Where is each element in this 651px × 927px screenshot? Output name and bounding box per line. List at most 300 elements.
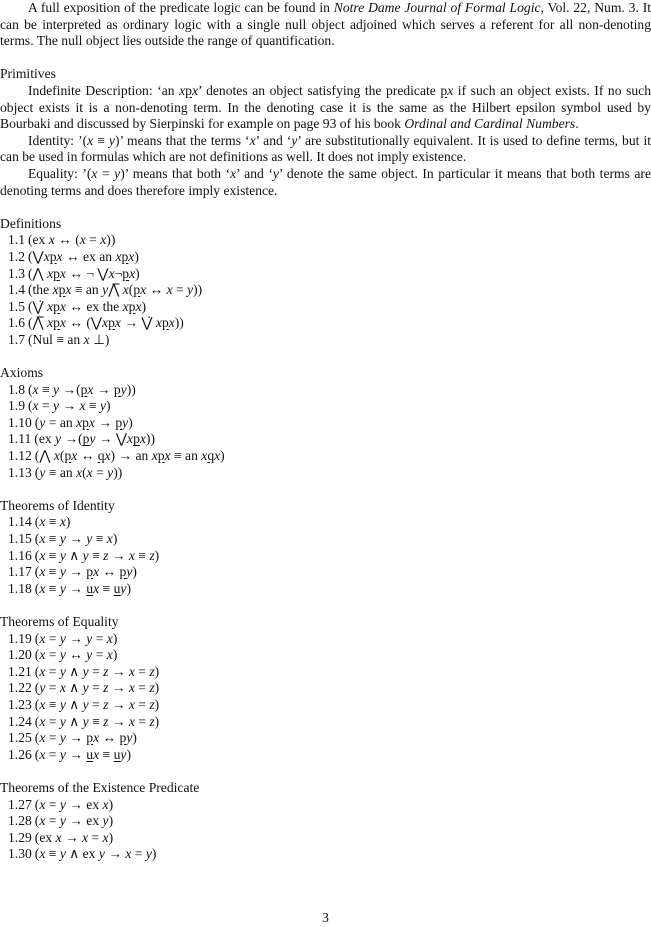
formula-text: (⋁ [28, 248, 44, 264]
variable: y [59, 796, 66, 812]
variable: y [100, 398, 107, 414]
variable: x [125, 846, 132, 862]
formula-text: ∧ [65, 680, 83, 696]
variable: x [151, 448, 158, 464]
variable: y [107, 464, 114, 480]
variable: y [98, 846, 105, 862]
text-segment: ’ and ‘ [255, 132, 292, 148]
variable: y [59, 713, 66, 729]
formula-line [0, 232, 651, 249]
formula-line [0, 514, 651, 531]
formula-text: ( [34, 414, 40, 430]
formula-text: ∧ [65, 696, 83, 712]
variable: y [55, 431, 62, 447]
formula-text: ( [34, 730, 40, 746]
variable: x [100, 232, 107, 248]
variable: x [79, 232, 86, 248]
variable: z [103, 547, 109, 563]
variable: x [59, 315, 66, 331]
formula-text: ) [126, 746, 131, 762]
formula-number: 1.25 [8, 730, 32, 746]
variable: y [120, 746, 127, 762]
formula-line [0, 448, 651, 465]
text-segment: ’ denotes an object satisfying the predicate [198, 82, 441, 98]
variable: y [59, 746, 66, 762]
predicate-symbol: p [115, 414, 123, 430]
variable: x [128, 696, 135, 712]
variable: x [52, 282, 59, 298]
formula-text: ) [108, 796, 114, 812]
formula-text: = [92, 630, 107, 646]
variable: x [59, 514, 66, 530]
text-segment: = [97, 165, 115, 181]
variable: x [106, 630, 113, 646]
formula-text: (Nul ≡ an [28, 331, 84, 347]
formula-line [0, 398, 651, 415]
variable: x [79, 398, 86, 414]
predicate-symbol: p [80, 381, 88, 397]
formula-text: ( [34, 531, 40, 546]
predicate-symbol: p [119, 564, 127, 580]
formula-text: → ex [65, 796, 103, 812]
formula-text: ( [34, 564, 40, 580]
text-segment: )’ means that the terms ‘ [114, 132, 250, 148]
variable: z [103, 680, 109, 696]
formula-text: ¬ [114, 265, 123, 281]
formula-text: ) [154, 680, 160, 696]
formula-text: ≡ [88, 547, 104, 563]
formula-line [0, 664, 651, 681]
formula-text: = [45, 647, 60, 663]
formula-text: = [88, 696, 104, 712]
formula-text: = [134, 663, 150, 679]
variable: x [88, 414, 95, 430]
variable: x [76, 464, 83, 480]
text-segment: Equality: ’( [28, 165, 92, 181]
text-segment: Identity: ’( [28, 132, 88, 148]
formula-text: (ex [34, 829, 56, 845]
variable: x [128, 680, 135, 696]
spacer [0, 199, 651, 216]
formula-text: ) [65, 514, 71, 530]
formula-text: = [38, 398, 54, 414]
variable: x [122, 298, 129, 314]
formula-text: ( [82, 464, 87, 480]
formula-text: ∧ ex [65, 846, 99, 862]
formula-text: ( [34, 746, 40, 762]
variable: z [103, 663, 109, 679]
variable: y [53, 398, 60, 414]
variable: y [39, 414, 46, 430]
predicate-symbol: p [157, 448, 165, 464]
variable: x [39, 746, 46, 762]
formula-text: = [134, 713, 150, 729]
formula-text: → [94, 414, 116, 430]
text-segment: ’ and ‘ [236, 165, 273, 181]
text-segment: ≡ [93, 132, 109, 148]
formula-text: = [172, 282, 188, 298]
variable: x [39, 813, 46, 829]
formula-text: ) [154, 547, 160, 563]
primitive-paragraph [0, 83, 651, 133]
formula-text: ≡ [99, 746, 114, 762]
formula-text: ≡ [134, 547, 150, 563]
formula-number: 1.23 [8, 696, 32, 712]
formula-text: ≡ [92, 531, 107, 546]
variable: x [32, 398, 39, 414]
formula-text: ) [220, 448, 225, 464]
formula-text: ≡ [45, 547, 60, 563]
formula-text: ≡ [85, 398, 100, 414]
variable: y [82, 696, 89, 712]
predicate-symbol: p [108, 315, 115, 331]
predicate-symbol: q [97, 448, 105, 464]
formula-text: ( [34, 696, 40, 712]
variable: x [93, 746, 100, 762]
variable: y [59, 547, 66, 563]
variable: x [59, 680, 66, 696]
text-segment: x [179, 82, 186, 98]
formula-text: = [88, 829, 103, 845]
formula-text: ∧ [65, 547, 83, 563]
predicate-symbol: p [53, 265, 60, 281]
variable: y [53, 381, 60, 397]
predicate-symbol: p [58, 282, 66, 298]
formula-number: 1.3 [8, 265, 25, 281]
formula-line [0, 531, 651, 548]
formula-number: 1.30 [8, 846, 32, 862]
formula-text: ( [128, 282, 134, 298]
formula-text: ) [134, 248, 139, 264]
formula-text: )) [113, 464, 123, 480]
formula-text: → ex [65, 813, 103, 829]
formula-line [0, 315, 651, 332]
formula-text: ≡ [45, 846, 60, 862]
formula-text: ( [34, 464, 40, 480]
formula-text: = [92, 647, 107, 663]
formula-number: 1.19 [8, 630, 32, 646]
variable: y [59, 564, 66, 580]
formula-text: ∧ [65, 663, 83, 679]
formula-line [0, 382, 651, 399]
formula-text: )) [126, 381, 136, 397]
variable: y [126, 730, 133, 746]
variable: y [86, 647, 93, 663]
formula-line [0, 415, 651, 432]
variable: x [39, 713, 46, 729]
variable: x [47, 265, 54, 281]
variable: x [39, 564, 46, 580]
formula-text: → [108, 547, 129, 563]
text-segment: Ordinal and Cardinal Numbers [404, 116, 576, 132]
formula-text: ↔ ex the [65, 298, 123, 314]
spacer [0, 348, 651, 365]
variable: x [39, 630, 46, 646]
formula-text: → [61, 829, 82, 845]
variable: x [139, 431, 146, 447]
formula-text: ) [132, 730, 137, 746]
formula-text: ) [112, 531, 118, 546]
spacer [0, 481, 651, 498]
predicate-symbol: p [133, 282, 141, 298]
variable: y [145, 846, 152, 862]
formula-line [0, 797, 651, 814]
variable: y [86, 531, 93, 546]
variable: z [149, 547, 155, 563]
formula-text: ) [132, 564, 137, 580]
formula-text: ( [34, 846, 40, 862]
variable: x [108, 265, 115, 281]
formula-number: 1.2 [8, 248, 25, 264]
text-segment: x [249, 132, 256, 148]
primitive-paragraph [0, 166, 651, 199]
predicate-symbol: p [49, 248, 57, 264]
formula-line [0, 299, 651, 316]
formula-text: ↔ [99, 730, 120, 746]
formula-text: ( [34, 630, 40, 646]
formula-text: ) [141, 298, 147, 314]
variable: y [120, 580, 127, 596]
formula-text: ) [154, 713, 160, 729]
formula-text: = [45, 713, 60, 729]
primitive-paragraph [0, 133, 651, 166]
predicate-symbol: p [86, 730, 94, 746]
variable: x [129, 265, 136, 281]
formula-text: ( [28, 381, 33, 397]
variable: y [102, 813, 109, 829]
spacer [0, 50, 651, 67]
predicate-symbol: p [133, 431, 140, 447]
formula-text: ( [34, 713, 40, 729]
variable: x [47, 298, 54, 314]
variable: x [43, 248, 50, 264]
formula-text: ↔ [99, 564, 120, 580]
predicate-symbol: p [185, 82, 192, 98]
text-segment: x [447, 82, 454, 98]
formula-text: = an [45, 414, 77, 430]
formula-line [0, 697, 651, 714]
formula-text: ↔ [77, 448, 98, 464]
formula-text: ) [151, 846, 157, 862]
formula-text: (ex [34, 431, 56, 447]
variable: x [39, 514, 46, 530]
formula-text: = [45, 663, 60, 679]
formula-number: 1.12 [8, 448, 32, 464]
formula-line [0, 431, 651, 448]
formula-text: ≡ an [45, 464, 77, 480]
formula-text: → [65, 746, 87, 762]
text-segment: Indefinite Description: ‘an [28, 82, 180, 98]
formula-text: ) [108, 813, 114, 829]
variable: z [149, 680, 155, 696]
formula-text: = [45, 680, 60, 696]
formula-text: ) [112, 647, 118, 663]
variable: y [82, 663, 89, 679]
text-segment: y [272, 165, 279, 181]
variable: y [120, 381, 127, 397]
section-heading: Theorems of the Existence Predicate [0, 779, 200, 795]
variable: x [87, 381, 94, 397]
formula-text: ≡ [45, 514, 60, 530]
formula-text: )) [193, 282, 203, 298]
formula-text: ≡ an [170, 448, 202, 464]
text-segment: y [108, 132, 115, 148]
formula-text: ⊥) [89, 331, 110, 347]
formula-text: ( [34, 680, 40, 696]
section-heading: Theorems of Equality [0, 613, 119, 629]
formula-number: 1.1 [8, 232, 25, 248]
variable: y [59, 531, 66, 546]
journal-title: Notre Dame Journal of Formal Logic [333, 0, 541, 15]
formula-text: → [65, 630, 87, 646]
formula-number: 1.7 [8, 331, 25, 347]
variable: x [76, 414, 83, 430]
text-segment: y [114, 165, 121, 181]
formula-text: → [65, 580, 87, 596]
formula-text: )) [106, 232, 116, 248]
variable: y [59, 647, 66, 663]
variable: x [201, 448, 208, 464]
variable: x [135, 298, 142, 314]
formula-text: ↔ ( [54, 232, 80, 248]
formula-text: = [45, 730, 60, 746]
predicate-symbol: p [440, 82, 448, 98]
formula-number: 1.26 [8, 746, 32, 762]
variable: y [122, 414, 129, 430]
formula-number: 1.11 [8, 431, 32, 447]
variable: x [128, 248, 135, 264]
formula-text: = [88, 663, 104, 679]
variable: x [102, 796, 109, 812]
intro-text: A full exposition of the predicate logic can be found in [28, 0, 334, 15]
formula-text: ) [128, 414, 133, 430]
formula-line [0, 332, 651, 349]
variable: y [89, 431, 96, 447]
variable: y [187, 282, 194, 298]
formula-text: (⋀̅ [28, 315, 48, 331]
variable: x [104, 448, 111, 464]
formula-text: → [59, 398, 80, 414]
primitives-heading: Primitives [0, 66, 56, 82]
formula-line [0, 249, 651, 266]
predicate-symbol: p [86, 564, 94, 580]
formula-text: ( [59, 448, 65, 464]
formula-text: ) [106, 398, 111, 414]
formula-text: → [93, 381, 114, 397]
formula-line [0, 647, 651, 664]
section-heading: Definitions [0, 215, 62, 231]
variable: y [82, 713, 89, 729]
variable: y [82, 680, 89, 696]
predicate-symbol: p [119, 730, 127, 746]
formula-line [0, 282, 651, 299]
formula-number: 1.22 [8, 680, 32, 696]
formula-number: 1.20 [8, 647, 32, 663]
formula-text: ≡ [45, 531, 60, 546]
text-segment: x [87, 132, 94, 148]
formula-text: →( [59, 381, 81, 397]
formula-text: = [45, 796, 60, 812]
variable: x [39, 647, 46, 663]
variable: x [83, 331, 90, 347]
spacer [0, 597, 651, 614]
formula-text: → [108, 713, 129, 729]
variable: x [128, 663, 135, 679]
spacer [0, 763, 651, 780]
variable: x [128, 713, 135, 729]
variable: x [128, 547, 135, 563]
formula-text: (⋀ [34, 448, 54, 464]
variable: x [59, 265, 66, 281]
formula-number: 1.21 [8, 663, 32, 679]
predicate-symbol: p [82, 431, 90, 447]
variable: y [86, 630, 93, 646]
variable: y [102, 282, 109, 298]
variable: y [59, 580, 66, 596]
formula-text: ) [154, 663, 160, 679]
variable: x [39, 846, 46, 862]
formula-text: → ⋁ [95, 431, 128, 447]
variable: x [115, 248, 122, 264]
variable: x [127, 431, 134, 447]
variable: x [59, 298, 66, 314]
variable: x [53, 448, 60, 464]
formula-line [0, 813, 651, 830]
variable: z [149, 696, 155, 712]
formula-text: ( [34, 663, 40, 679]
formula-number: 1.10 [8, 414, 32, 430]
formula-text: = [45, 813, 60, 829]
formula-line [0, 730, 651, 747]
variable: x [39, 696, 46, 712]
predicate-symbol: u [86, 580, 94, 596]
formula-text: )) [145, 431, 155, 447]
formula-text: ≡ [45, 564, 60, 580]
formula-number: 1.6 [8, 315, 25, 331]
formula-text: → [65, 531, 87, 546]
formula-text: ↔ ex an [62, 248, 116, 264]
formula-text: = [45, 746, 60, 762]
predicate-symbol: p [122, 265, 130, 281]
formula-number: 1.16 [8, 547, 32, 563]
intro-paragraph [0, 0, 651, 50]
formula-text: ( [34, 796, 40, 812]
formula-text: ( [34, 547, 40, 563]
formula-line [0, 631, 651, 648]
formula-number: 1.28 [8, 813, 32, 829]
formula-text: ≡ [45, 580, 60, 596]
predicate-symbol: p [161, 315, 169, 331]
formula-text: = [134, 680, 150, 696]
formula-text: ↔ ¬ ⋁ [65, 265, 109, 281]
text-segment: x [191, 82, 199, 98]
formula-text: ( [34, 580, 40, 596]
predicate-symbol: p [64, 448, 72, 464]
formula-line [0, 581, 651, 598]
formula-number: 1.24 [8, 713, 32, 729]
variable: y [59, 730, 66, 746]
formula-text: )) [174, 315, 184, 331]
formula-number: 1.9 [8, 398, 25, 414]
formula-text: ≡ [45, 696, 60, 712]
formula-text: = [131, 846, 146, 862]
formula-text: → ⋁̇ [120, 315, 156, 331]
variable: z [149, 713, 155, 729]
formula-text: (the [28, 282, 53, 298]
formula-text: = [88, 680, 104, 696]
variable: x [39, 796, 46, 812]
formula-text: → [108, 696, 129, 712]
